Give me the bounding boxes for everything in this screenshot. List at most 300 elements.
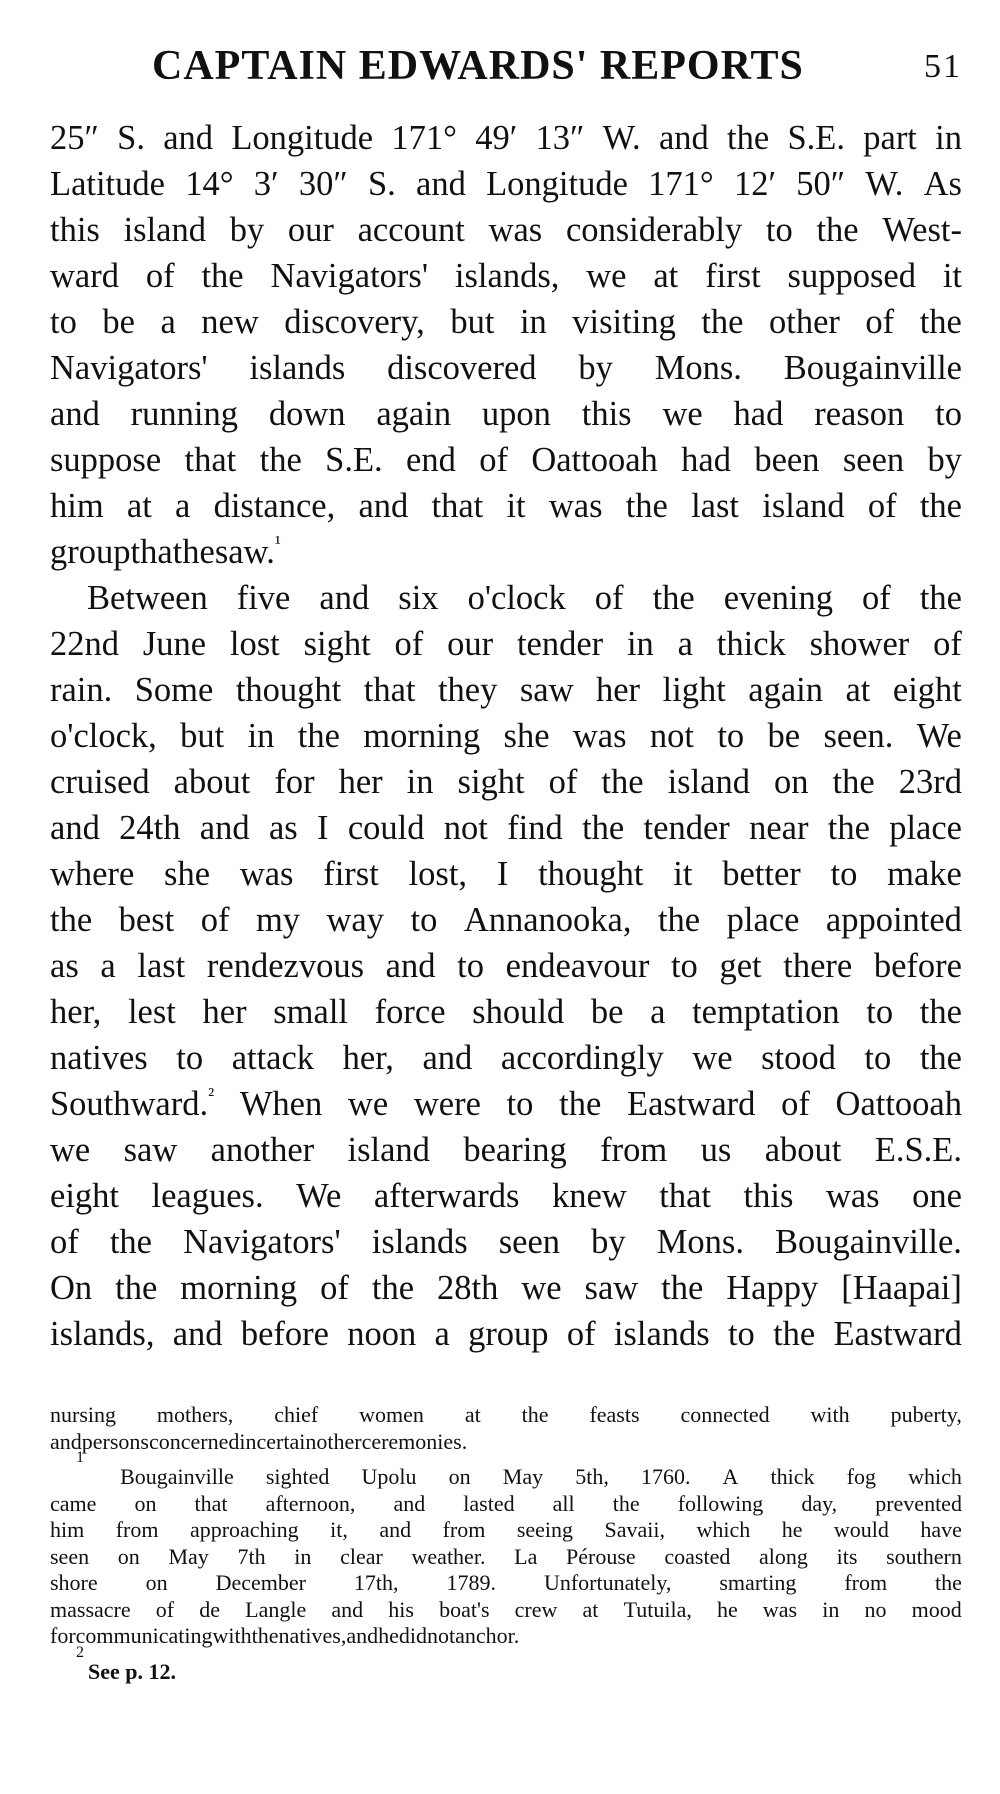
word: to xyxy=(670,947,698,985)
word: of xyxy=(862,579,891,617)
word: to xyxy=(935,395,962,433)
footnote-2 xyxy=(50,1643,962,1686)
word: the xyxy=(919,303,962,341)
word: W. xyxy=(602,119,641,157)
word: 3′ xyxy=(253,165,279,203)
word: that xyxy=(194,1490,228,1516)
body-line xyxy=(50,253,962,299)
word: of xyxy=(933,625,962,663)
word: Bougainville xyxy=(120,1464,234,1489)
word: should xyxy=(472,993,565,1031)
body-line xyxy=(50,1311,962,1357)
word: before xyxy=(240,1315,329,1353)
word: islands, xyxy=(454,257,560,295)
word: saw.$^{^1}$ xyxy=(214,531,281,571)
footnote-line xyxy=(50,1544,962,1571)
word: southern xyxy=(886,1543,962,1569)
word: leagues. xyxy=(151,1177,264,1215)
body-line xyxy=(50,529,962,575)
word: he xyxy=(717,1596,738,1622)
word: the xyxy=(251,1623,279,1648)
word: we xyxy=(50,1131,91,1169)
word: him xyxy=(50,1517,85,1542)
body-line xyxy=(50,345,962,391)
word: mothers, xyxy=(156,1402,234,1427)
word: the xyxy=(652,579,695,617)
word: Longitude xyxy=(486,165,628,203)
word: discovered xyxy=(387,349,537,387)
word: at xyxy=(845,671,871,709)
word: thick xyxy=(770,1464,815,1489)
word: the xyxy=(827,809,870,847)
word: 24th xyxy=(119,809,181,847)
word: and xyxy=(658,119,709,157)
word: all xyxy=(552,1490,575,1516)
word: get xyxy=(719,947,762,985)
word: island xyxy=(347,1131,430,1169)
word: had xyxy=(681,441,731,479)
word: from xyxy=(442,1517,486,1542)
word: small xyxy=(273,993,348,1031)
word: endeavour xyxy=(505,947,650,985)
word: on xyxy=(134,1490,157,1516)
word: this xyxy=(581,395,632,433)
word: Longitude xyxy=(231,119,374,157)
word: o'clock, xyxy=(50,717,157,755)
footnote-1-marker: 1 xyxy=(76,1449,84,1466)
word: As xyxy=(923,165,962,203)
word: Eastward xyxy=(833,1315,962,1353)
word: distance, xyxy=(213,487,336,525)
footnote-2-marker: 2 xyxy=(76,1643,84,1661)
word: a xyxy=(677,625,693,663)
word: Langle xyxy=(245,1596,307,1622)
word: the xyxy=(559,1085,602,1123)
word: to xyxy=(717,717,745,755)
word: it xyxy=(942,257,962,295)
word: end xyxy=(406,441,456,479)
word: to xyxy=(864,1039,892,1077)
word: A xyxy=(722,1464,739,1489)
word: other xyxy=(316,1428,362,1454)
word: Bougainville. xyxy=(775,1223,962,1261)
word: from xyxy=(844,1570,888,1595)
word: of xyxy=(594,579,624,617)
word: and xyxy=(331,1596,364,1622)
word: 30″ xyxy=(298,165,348,203)
word: and xyxy=(422,1039,473,1077)
word: upon xyxy=(481,395,551,433)
footnote-line xyxy=(50,1623,962,1650)
word: place xyxy=(889,809,962,847)
word: the xyxy=(50,901,93,939)
word: supposed xyxy=(787,257,916,295)
word: visiting xyxy=(572,303,676,341)
word: 5th, xyxy=(575,1464,609,1489)
word: they xyxy=(437,671,498,709)
word: stood xyxy=(761,1039,836,1077)
word: 49′ xyxy=(475,119,518,157)
word: have xyxy=(920,1517,962,1542)
word: sight xyxy=(303,625,371,663)
word: there xyxy=(783,947,853,985)
word: was xyxy=(548,487,603,525)
word: and xyxy=(385,947,436,985)
word: the xyxy=(109,1223,152,1261)
body-line xyxy=(50,483,962,529)
body-line xyxy=(50,759,962,805)
word: lest xyxy=(127,993,176,1031)
word: S. xyxy=(367,165,396,203)
word: shower xyxy=(809,625,910,663)
body-line xyxy=(50,713,962,759)
footnote-reference: ¹ xyxy=(274,531,281,554)
word: May xyxy=(502,1464,544,1489)
word: group xyxy=(468,1315,549,1353)
word: I xyxy=(317,809,329,847)
word: one xyxy=(912,1177,962,1215)
word: Latitude xyxy=(50,165,165,203)
word: from xyxy=(115,1517,159,1542)
word: massacre xyxy=(50,1596,131,1622)
word: was xyxy=(572,717,627,755)
word: discovery, xyxy=(284,303,425,341)
word: as xyxy=(50,947,79,985)
word: his xyxy=(388,1596,414,1622)
word: the xyxy=(201,257,244,295)
word: at xyxy=(126,487,152,525)
word: along xyxy=(759,1543,808,1569)
word: to xyxy=(506,1085,534,1123)
word: for xyxy=(274,763,315,801)
word: and xyxy=(199,809,250,847)
word: but xyxy=(450,303,495,341)
body-line xyxy=(50,207,962,253)
word: been xyxy=(754,441,820,479)
word: a xyxy=(100,947,116,985)
word: cruised xyxy=(50,763,150,801)
word: Pérouse xyxy=(566,1543,636,1569)
word: and xyxy=(50,809,100,847)
word: the xyxy=(773,1315,816,1353)
word: and xyxy=(379,1517,412,1542)
footnotes xyxy=(50,1402,962,1685)
word: not xyxy=(443,809,488,847)
word: could xyxy=(347,809,425,847)
word: of xyxy=(320,1269,349,1307)
word: the xyxy=(601,763,644,801)
word: five xyxy=(236,579,291,617)
word: near xyxy=(749,809,809,847)
word: W. xyxy=(865,165,904,203)
word: S.E. xyxy=(325,441,383,479)
word: at xyxy=(582,1596,599,1622)
word: Upolu xyxy=(361,1464,417,1489)
word: the xyxy=(582,809,625,847)
word: as xyxy=(268,809,298,847)
word: the xyxy=(521,1402,549,1427)
body-line xyxy=(50,1173,962,1219)
running-head xyxy=(50,38,962,98)
word: May xyxy=(168,1543,209,1569)
word: morning xyxy=(180,1269,298,1307)
word: where xyxy=(50,855,135,893)
word: her xyxy=(338,763,383,801)
word: Mons. xyxy=(654,349,742,387)
word: with xyxy=(212,1623,252,1648)
word: place xyxy=(726,901,800,939)
word: account xyxy=(357,211,465,249)
word: in xyxy=(247,717,275,755)
word: was xyxy=(239,855,294,893)
word: group xyxy=(50,533,131,571)
word: island xyxy=(762,487,845,525)
word: in xyxy=(935,119,962,157)
word: saw xyxy=(123,1131,178,1169)
word: down xyxy=(268,395,346,433)
word: and xyxy=(50,1428,82,1454)
word: fog xyxy=(846,1464,876,1489)
word: us xyxy=(700,1131,732,1169)
word: Navigators' xyxy=(270,257,429,295)
word: of xyxy=(865,303,895,341)
word: chief xyxy=(274,1402,319,1427)
word: this xyxy=(743,1177,794,1215)
word: knew xyxy=(551,1177,627,1215)
word: another xyxy=(210,1131,315,1169)
word: On xyxy=(50,1269,93,1307)
word: in xyxy=(239,1428,257,1454)
body-line xyxy=(50,621,962,667)
word: June xyxy=(142,625,207,663)
word: the xyxy=(919,487,962,525)
body-line xyxy=(50,1265,962,1311)
word: by xyxy=(229,211,265,249)
body-line xyxy=(50,1081,962,1127)
word: Southward.$^{^2}$ xyxy=(50,1083,215,1123)
word: that xyxy=(184,441,237,479)
word: in xyxy=(519,303,547,341)
footnote-gap xyxy=(50,1455,962,1464)
word: 171° xyxy=(648,165,714,203)
word: and xyxy=(416,165,466,203)
word: be xyxy=(767,717,801,755)
word: appointed xyxy=(825,901,962,939)
footnote-continuation xyxy=(50,1402,962,1455)
word: de xyxy=(199,1596,220,1622)
word: last xyxy=(137,947,186,985)
word: which xyxy=(696,1517,751,1542)
footnote-line xyxy=(50,1491,962,1518)
body-line xyxy=(50,851,962,897)
word: Tutuila, xyxy=(623,1596,692,1622)
word: La xyxy=(514,1543,538,1569)
word: the xyxy=(657,901,701,939)
word: clear xyxy=(340,1543,383,1569)
word: the xyxy=(661,1269,704,1307)
running-title: CAPTAIN EDWARDS' REPORTS xyxy=(152,43,804,89)
word: feasts xyxy=(589,1402,640,1427)
word: a xyxy=(160,303,176,341)
word: islands, xyxy=(50,1315,155,1353)
word: rendezvous xyxy=(206,947,365,985)
word: he xyxy=(378,1623,399,1648)
word: no xyxy=(864,1596,887,1622)
word: reason xyxy=(814,395,905,433)
word: part xyxy=(863,119,917,157)
word: 17th, xyxy=(353,1570,399,1595)
word: the xyxy=(371,1269,415,1307)
word: by xyxy=(927,441,962,479)
word: was xyxy=(488,211,543,249)
word: the xyxy=(115,1269,158,1307)
word: S. xyxy=(117,119,145,157)
word: bearing xyxy=(463,1131,567,1169)
word: connected xyxy=(680,1402,770,1427)
body-line xyxy=(50,667,962,713)
word: in xyxy=(294,1543,312,1569)
footnote-line xyxy=(50,1570,962,1597)
word: Navigators' xyxy=(50,349,208,387)
word: afternoon, xyxy=(265,1490,356,1516)
word: 12′ xyxy=(733,165,776,203)
word: Unfortunately, xyxy=(543,1570,672,1595)
word: natives, xyxy=(278,1623,347,1648)
footnote-line xyxy=(50,1402,962,1429)
body-line xyxy=(50,299,962,345)
word: on xyxy=(774,763,809,801)
word: he xyxy=(182,533,215,571)
word: morning xyxy=(363,717,481,755)
word: saw xyxy=(584,1269,639,1307)
word: prevented xyxy=(875,1490,962,1516)
word: When xyxy=(239,1085,323,1123)
word: came xyxy=(50,1490,97,1516)
footnote-line xyxy=(50,1429,962,1456)
word: six xyxy=(398,579,439,617)
word: to xyxy=(830,855,858,893)
word: that xyxy=(431,487,484,525)
word: noon xyxy=(347,1315,417,1353)
footnote-line xyxy=(50,1449,962,1491)
word: to xyxy=(866,993,894,1031)
word: and xyxy=(50,395,100,433)
word: 171° xyxy=(391,119,457,157)
word: the xyxy=(701,303,744,341)
footnote-gap xyxy=(50,1650,962,1659)
word: of xyxy=(548,763,578,801)
word: 22nd xyxy=(50,625,119,663)
word: about xyxy=(764,1131,842,1169)
word: ward xyxy=(50,257,119,295)
word: the xyxy=(612,1490,640,1516)
word: seen. xyxy=(823,717,894,755)
word: 25″ xyxy=(50,119,99,157)
word: sighted xyxy=(265,1464,330,1489)
word: again xyxy=(376,395,452,433)
word: Savaii, xyxy=(604,1517,665,1542)
word: to xyxy=(727,1315,755,1353)
word: Annanooka, xyxy=(463,901,632,939)
word: concerned xyxy=(148,1428,240,1454)
word: our xyxy=(287,211,334,249)
word: weather. xyxy=(411,1543,486,1569)
body-line xyxy=(50,805,962,851)
word: the xyxy=(832,763,875,801)
word: our xyxy=(447,625,494,663)
word: to xyxy=(50,303,77,341)
footnote-1 xyxy=(50,1449,962,1650)
word: suppose xyxy=(50,441,162,479)
word: shore xyxy=(50,1570,98,1595)
word: following xyxy=(677,1490,764,1516)
page-number: 51 xyxy=(924,48,962,85)
word: We xyxy=(296,1177,342,1215)
body-line xyxy=(50,897,962,943)
word: the xyxy=(259,441,302,479)
word: of xyxy=(781,1085,810,1123)
word: nursing xyxy=(50,1402,116,1427)
word: seeing xyxy=(516,1517,574,1542)
word: but xyxy=(180,717,225,755)
word: and xyxy=(358,487,409,525)
word: the xyxy=(297,717,340,755)
word: she xyxy=(503,717,550,755)
word: temptation xyxy=(692,993,840,1031)
word: 23rd xyxy=(898,763,962,801)
word: she xyxy=(164,855,211,893)
word: a xyxy=(650,993,666,1031)
word: new xyxy=(201,303,259,341)
word: [Haapai] xyxy=(841,1269,962,1307)
word: at xyxy=(653,257,679,295)
word: 14° xyxy=(185,165,234,203)
word: with xyxy=(810,1402,850,1427)
word: it, xyxy=(330,1517,348,1542)
word: 1760. xyxy=(640,1464,691,1489)
word: and xyxy=(393,1490,426,1516)
word: we xyxy=(692,1039,733,1077)
word: better xyxy=(722,855,801,893)
word: force xyxy=(374,993,446,1031)
footnote-line xyxy=(50,1517,962,1544)
word: of xyxy=(50,1223,79,1261)
word: my xyxy=(255,901,301,939)
word: saw xyxy=(519,671,574,709)
word: E.S.E. xyxy=(874,1131,962,1169)
word: to xyxy=(410,901,438,939)
word: would xyxy=(833,1517,889,1542)
word: on xyxy=(117,1543,140,1569)
word: of xyxy=(867,487,897,525)
word: on xyxy=(145,1570,168,1595)
word: of xyxy=(479,441,508,479)
word: it xyxy=(506,487,526,525)
body-line xyxy=(50,161,962,207)
word: anchor. xyxy=(455,1623,520,1648)
word: and xyxy=(319,579,370,617)
word: was xyxy=(762,1596,798,1622)
word: rain. xyxy=(50,671,113,709)
body-line xyxy=(50,115,962,161)
word: find xyxy=(507,809,563,847)
word: I xyxy=(496,855,509,893)
word: her, xyxy=(50,993,102,1031)
word: certain xyxy=(256,1428,317,1454)
word: attack xyxy=(231,1039,315,1077)
word: her xyxy=(202,993,247,1031)
word: 13″ xyxy=(535,119,585,157)
